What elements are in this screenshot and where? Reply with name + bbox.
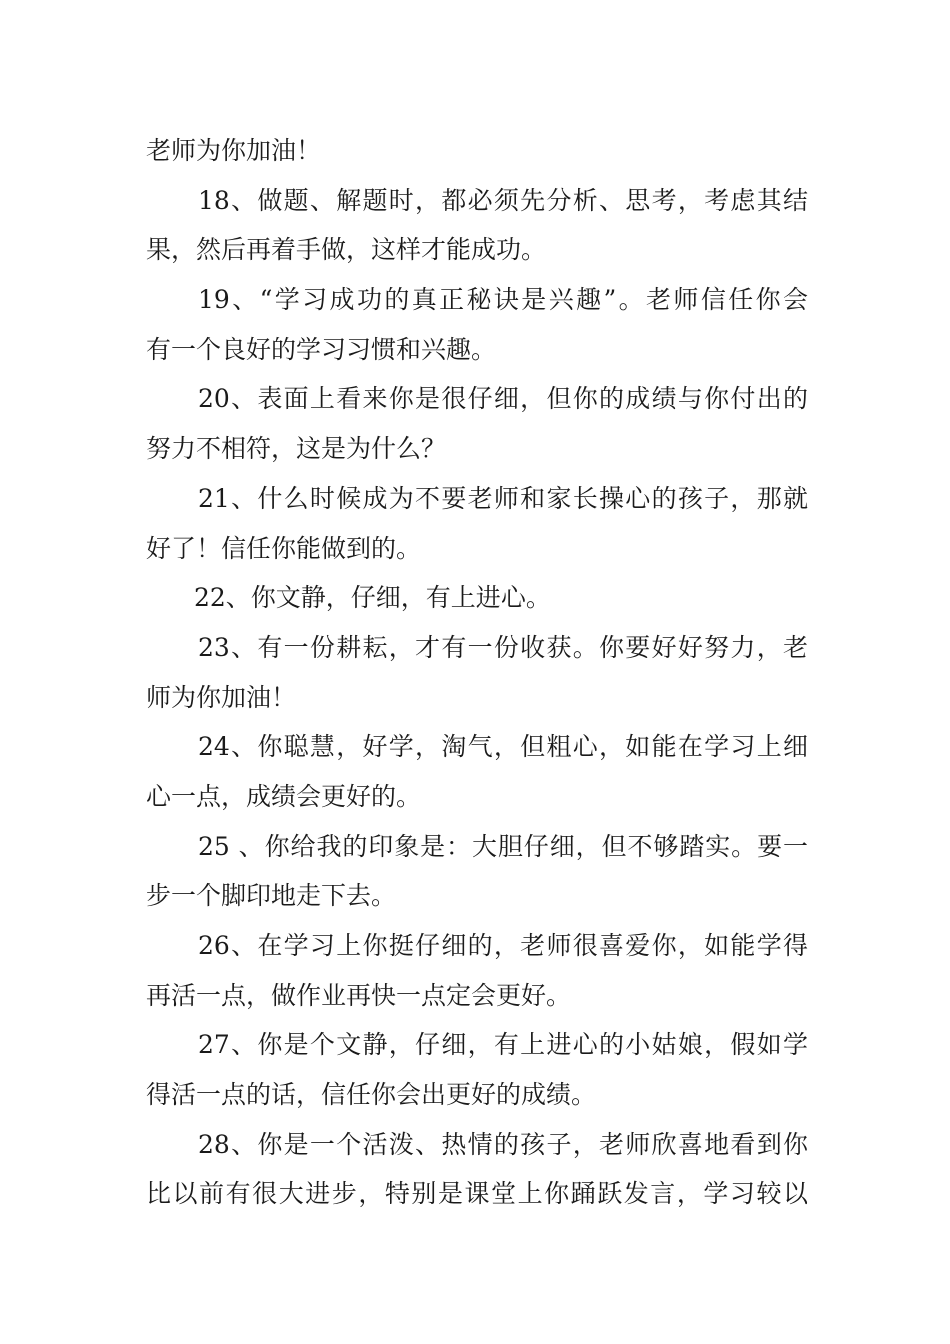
text-line: 比以前有很大进步，特别是课堂上你踊跃发言，学习较以 bbox=[146, 1179, 808, 1209]
text-line: 果，然后再着手做，这样才能成功。 bbox=[146, 235, 547, 265]
text-line: 老师为你加油！ bbox=[146, 136, 322, 165]
text-line: 好了！信任你能做到的。 bbox=[146, 533, 422, 563]
document-body bbox=[146, 126, 808, 1219]
text-line: 20、表面上看来你是很仔细，但你的成绩与你付出的 bbox=[198, 384, 808, 414]
text-line: 28、你是一个活泼、热情的孩子，老师欣喜地看到你 bbox=[198, 1129, 808, 1159]
text-line: 得活一点的话，信任你会出更好的成绩。 bbox=[146, 1080, 597, 1110]
text-line: 师为你加油！ bbox=[146, 682, 297, 712]
text-line: 18、做题、解题时，都必须先分析、思考，考虑其结 bbox=[198, 185, 808, 215]
text-line: 27、你是个文静，仔细，有上进心的小姑娘，假如学 bbox=[198, 1030, 808, 1060]
text-line: 21、什么时候成为不要老师和家长操心的孩子，那就 bbox=[198, 483, 808, 513]
text-line: 23、有一份耕耘，才有一份收获。你要好好努力，老 bbox=[198, 632, 808, 662]
text-line: 19、“学习成功的真正秘诀是兴趣”。老师信任你会 bbox=[198, 285, 808, 315]
text-line: 心一点，成绩会更好的。 bbox=[146, 781, 422, 811]
text-line: 24、你聪慧，好学，淘气，但粗心，如能在学习上细 bbox=[198, 732, 808, 762]
text-line: 26、在学习上你挺仔细的，老师很喜爱你，如能学得 bbox=[198, 931, 808, 960]
text-line: 再活一点，做作业再快一点定会更好。 bbox=[146, 980, 572, 1010]
text-line: 22、你文静，仔细，有上进心。 bbox=[194, 583, 551, 613]
text-line: 步一个脚印地走下去。 bbox=[146, 881, 397, 911]
text-line: 有一个良好的学习习惯和兴趣。 bbox=[146, 334, 497, 364]
text-line: 25 、你给我的印象是：大胆仔细，但不够踏实。要一 bbox=[198, 831, 808, 861]
text-line: 努力不相符，这是为什么？ bbox=[146, 434, 447, 464]
